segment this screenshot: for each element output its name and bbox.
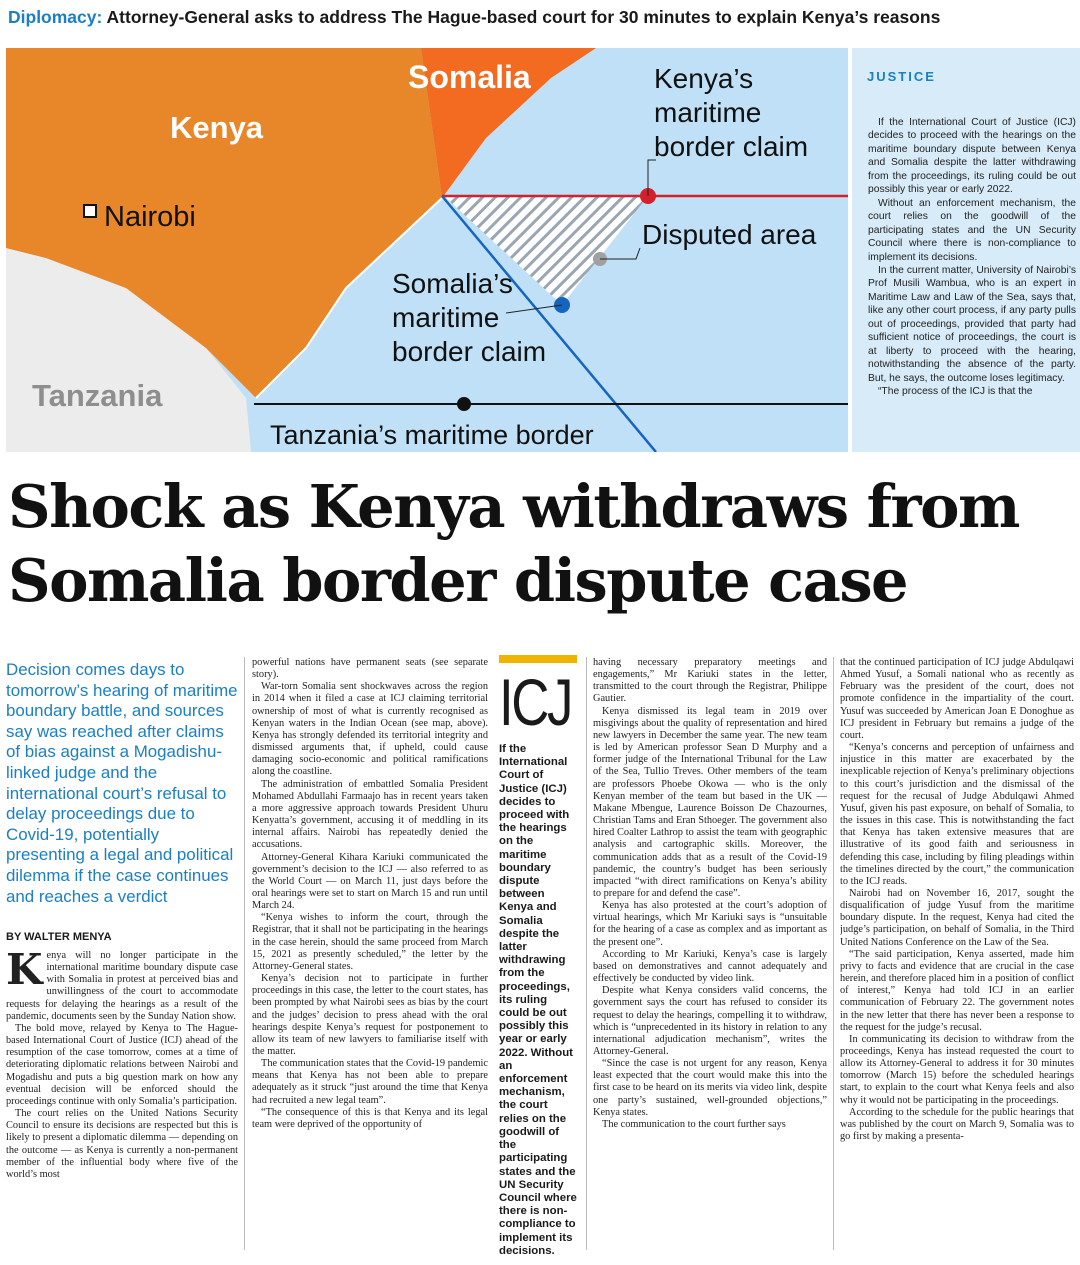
justice-sidebar [852, 48, 1080, 452]
article-paragraph: “Kenya’s concerns and perception of unfairness and injustice in this matter are exacerbated by the inexplicable rejection of Kenya’s preliminary objections to this court’s jurisdiction and the dismissal of the request for the recusal of Judge Abdulqawi Ahmed Yusuf, given his past exposure, on behalf of Somalia, to the issues in this case. This is notwithstanding the fact that Kenya has taken extensive measures that are illustrative of its good faith and seriousness in defending this case, including by filing pleadings within the timelines directed by the court,” the communication to the ICJ reads. [840, 742, 1074, 887]
kenya-label: Kenya [170, 110, 264, 145]
column-divider [586, 657, 587, 1250]
article-paragraph: Kenya’s decision not to participate in further proceedings in this case, the letter to the court states, has been prompted by what Nairobi sees as bias by the court and the judges’ decision to press ahead with the oral hearings despite Kenya’s request for postponement to allow its team of new lawyers to familiarise itself with the matter. [252, 973, 488, 1057]
tanzania-border-label: Tanzania’s maritime border [270, 420, 594, 450]
article-column-5 [840, 657, 1074, 1250]
pull-quote-bar [499, 655, 577, 663]
sidebar-paragraph: “The process of the ICJ is that the [878, 386, 1033, 398]
kicker [0, 0, 1080, 44]
icj-pull-quote [499, 655, 579, 1257]
article-paragraph: that the continued participation of ICJ judge Abdulqawi Ahmed Yusuf, a Somali national who as recently as February was the president of the court, does not promote confidence in the impartiality of the court. Yusuf was succeeded by American Joan E Donoghue as ICJ president in February but remains a judge of the court. [840, 657, 1074, 741]
column-divider [244, 657, 245, 1250]
somalia-claim-label-3: border claim [392, 336, 547, 367]
article-paragraph: War-torn Somalia sent shockwaves across the region in 2014 when it filed a case at ICJ claiming territorial ownership of most of what is currently recognised as Kenyan waters in the Indian Ocean (see map, above). Kenya has strongly defended its territorial integrity and dismissed arguments that, if upheld, could cause damaging socio-economic and political ramifications along the coastline. [252, 681, 488, 778]
somalia-claim-label-1: Somalia’s [392, 268, 513, 299]
article-paragraph: Kenya dismissed its legal team in 2019 over misgivings about the quality of representation and hired new lawyers in December the same year. The new team is led by American professor Sean D Murphy and a former judge of the International Tribunal for the Law of the Sea, Tullio Treves. Other members of the team are professors Phoebe Okowa — who is the only Kenyan member of the team but based in the UK — Makane Mbengue, Laurence Boisson De Chazournes, Christian Tams and Eran Sthoeger. The government also hired Coalter Lathrop to assist the team with geographic analysis and cartographic skills. Moreover, the communication adds that as a result of the Covid-19 pandemic, the country’s budget has been seriously impacted “with direct ramifications on Kenya’s ability to prepare for and defend the case”. [593, 705, 827, 899]
headline: Shock as Kenya withdraws from Somalia border dispute case [8, 472, 1019, 615]
tanzania-border-dot [457, 397, 471, 411]
article-paragraph: “The said participation, Kenya asserted, made him privy to facts and evidence that are crucial in the case herein, and therefore placed him in a position of conflict of interest,” Kenya had told ICJ in an earlier communication of February 22. The government notes in the new letter that there has never been a response to the request for the judge’s recusal. [840, 948, 1074, 1033]
sidebar-paragraph: In the current matter, University of Nairobi’s Prof Musili Wambua, who is an expert in Maritime Law and Law of the Sea, says that, like any other court process, if any party pulls out of proceedings, provided that party had sufficient notice of proceedings, the court is at liberty to proceed with the hearing, notwithstanding the absence of the party. But, he says, the outcome loses legitimacy. [868, 264, 1076, 384]
sidebar-paragraph: Without an enforcement mechanism, the court relies on the goodwill of the participating states and the UN Security Council where there is non-compliance to implement its decisions. [868, 197, 1076, 263]
article-paragraph: Nairobi had on November 16, 2017, sought the disqualification of judge Yusuf from the maritime boundary dispute. In the request, Kenya had cited the judge’s participation, on behalf of Somalia, in the Third United Nations Conference on the Law of the Sea. [840, 887, 1074, 948]
column-divider [833, 657, 834, 1250]
nairobi-marker [84, 205, 96, 217]
somalia-claim-label-2: maritime [392, 302, 500, 333]
article-paragraph: The court relies on the United Nations Security Council to ensure its decisions are respected but this is likely to present a diplomatic dilemma — depending on the outcome — as Kenya is currently a non-permanent member of the influential body where five of the world’s most [6, 1108, 238, 1180]
sidebar-paragraph: If the International Court of Justice (ICJ) decides to proceed with the hearings on the maritime boundary dispute between Kenya and Somalia despite the latter withdrawing from the proceedings, its ruling could be out possibly this year or early 2022. [868, 117, 1076, 196]
article-paragraph: “The consequence of this is that Kenya and its legal team were deprived of the opportunity of [252, 1106, 488, 1130]
kicker-label: Diplomacy: [8, 7, 103, 27]
article-paragraph: The administration of embattled Somalia President Mohamed Abdullahi Farmaajo has in recent years taken a more aggressive approach towards President Uhuru Kenyatta’s government, accusing it of meddling in its internal affairs. Nairobi has repeatedly denied the accusations. [252, 778, 488, 851]
pull-quote-title: ICJ [499, 665, 571, 739]
article-paragraph: The bold move, relayed by Kenya to The Hague-based International Court of Justice (ICJ) ahead of the resumption of the case tomorrow, comes at a time of deteriorating diplomatic relations between Nairobi and Mogadishu and puts a big question mark on how any eventual decision will be enforced should the proceedings continue with only Somalia’s participation. [6, 1022, 238, 1107]
article-paragraph: According to the schedule for the public hearings that was published by the court on March 9, Somalia was to go first by making a presenta- [840, 1106, 1074, 1143]
kenya-claim-label-2: maritime [654, 97, 762, 128]
byline: BY WALTER MENYA [6, 931, 112, 943]
article-paragraph: Despite what Kenya considers valid concerns, the government says the court has refused to consider its request to delay the hearings, compelling it to withdraw, which is “unprecedented in its history in relation to any international adjudication mechanism”, writes the Attorney-General. [593, 985, 827, 1057]
tanzania-label: Tanzania [32, 378, 163, 413]
article-column-4 [593, 657, 827, 1250]
lede: Decision comes days to tomorrow’s hearing of maritime boundary battle, and sources say was reached after claims of bias against a Mogadishu-linked judge and the international court’s refusal to delay proceedings due to Covid-19, potentially presenting a legal and political dilemma if the case continues and reaches a verdict [6, 660, 238, 906]
sidebar-tag: JUSTICE [867, 69, 936, 84]
article-paragraph: Kenya has also protested at the court’s adoption of virtual hearings, which Mr Kariuki says is “unsuitable for the hearing of a case as complex and as important as the present one”. [593, 900, 827, 948]
disputed-label: Disputed area [642, 219, 817, 250]
kenya-claim-label-3: border claim [654, 131, 809, 162]
article-paragraph: powerful nations have permanent seats (see separate story). [252, 657, 488, 681]
article-paragraph: Attorney-General Kihara Kariuki communicated the government’s decision to the ICJ — also referred to as the World Court — on March 11, just days before the oral hearings were set to start on March 15 and run until March 24. [252, 851, 488, 912]
article-paragraph: In communicating its decision to withdraw from the proceedings, Kenya has instead requested the court to allow its Attorney-General to address it for 30 minutes tomorrow (March 15) before the scheduled hearings start, to explain to the court what Kenya feels and also why it would not be participating in the proceedings. [840, 1033, 1074, 1106]
article-paragraph: According to Mr Kariuki, Kenya’s case is largely based on demonstratives and cannot adequately and effectively be conducted by video link. [593, 948, 827, 985]
pull-quote-text: If the International Court of Justice (ICJ) decides to proceed with the hearings on the maritime boundary dispute between Kenya and Somalia despite the latter withdrawing from the proceedings, its ruling could be out possibly this year or early 2022. Without an enforcement mechanism, the court relies on the goodwill of the participating states and the UN Security Council where there is non-compliance to implement its decisions. [499, 743, 577, 1257]
somalia-label: Somalia [408, 59, 531, 95]
sidebar-text [852, 84, 1080, 399]
article-paragraph: The communication to the court further says [602, 1118, 786, 1130]
article-paragraph: “Since the case is not urgent for any reason, Kenya least expected that the court would make this into the first case to be heard on its merits via video link, despite one party’s sustained, well-grounded objections,” Kenya states. [593, 1058, 827, 1118]
kicker-text: Attorney-General asks to address The Hague-based court for 30 minutes to explain Kenya’s reasons [106, 7, 941, 27]
drop-cap: K [6, 950, 43, 994]
article-paragraph: Kenya will no longer participate in the international maritime boundary dispute case with Somalia in protest at perceived bias and unwillingness of the court to accommodate requests for delaying the hearings as a result of the pandemic, documents seen by the Sunday Nation show. [6, 950, 238, 1022]
article-paragraph: The communication states that the Covid-19 pandemic means that Kenya has not been able to prepare adequately as it struck “just around the time that Kenya had recruited a new legal team”. [252, 1058, 488, 1106]
article-paragraph: “Kenya wishes to inform the court, through the Registrar, that it shall not be participating in the hearings in the case herein, should the same proceed from March 15, 2021 as presently scheduled,” the letter by the Attorney-General states. [252, 912, 488, 972]
kenya-claim-label-1: Kenya’s [654, 63, 754, 94]
nairobi-label: Nairobi [104, 201, 196, 233]
article-column-2 [252, 657, 488, 1250]
article-column-1 [6, 950, 238, 1250]
maritime-map [6, 48, 848, 452]
article-paragraph: having necessary preparatory meetings and engagements,” Mr Kariuki states in the letter, transmitted to the court through the Registrar, Philippe Gautier. [593, 657, 827, 705]
